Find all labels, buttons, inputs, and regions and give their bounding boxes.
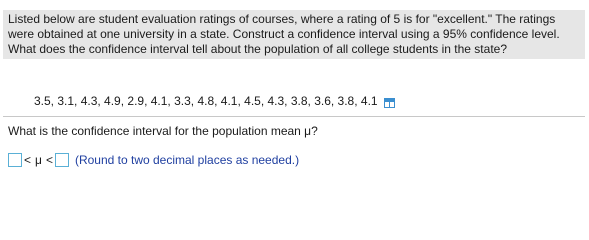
section-divider (3, 116, 585, 117)
less-than-symbol-right: < (45, 153, 53, 167)
data-values-row (34, 94, 395, 109)
less-than-symbol-left: < (24, 153, 32, 167)
answer-row (8, 151, 299, 169)
data-values: 3.5, 3.1, 4.3, 4.9, 2.9, 4.1, 3.3, 4.8, 4.1, 4.5, 4.3, 3.8, 3.6, 3.8, 4.1 (34, 94, 378, 108)
data-table-icon[interactable] (384, 97, 395, 107)
mu-symbol: μ (35, 153, 42, 167)
lower-bound-input[interactable] (8, 153, 22, 167)
question-text: What is the confidence interval for the population mean μ? (8, 124, 318, 138)
problem-statement: Listed below are student evaluation ratings of courses, where a rating of 5 is for "excellent." The ratings were obtained at one university in a state. Construct a confidence interval using a 95% confidence level. What does the confidence interval tell about the population of all college students in the state? (3, 10, 585, 59)
upper-bound-input[interactable] (55, 153, 69, 167)
rounding-hint: (Round to two decimal places as needed.) (74, 153, 300, 167)
